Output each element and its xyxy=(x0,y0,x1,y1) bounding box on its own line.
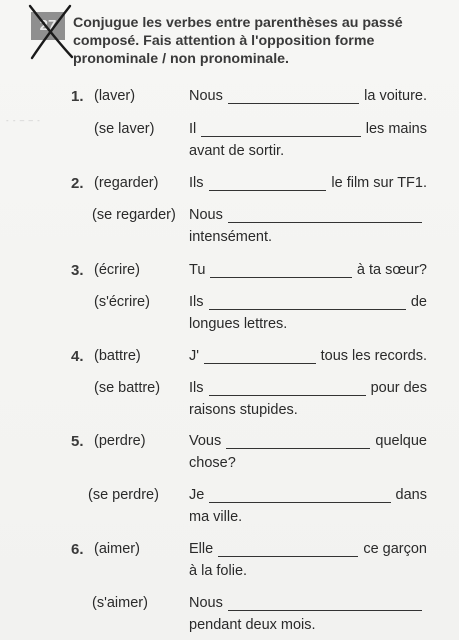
item-verb: (s'écrire) xyxy=(94,294,150,310)
sentence-start: Je xyxy=(189,487,205,503)
answer-blank[interactable] xyxy=(228,209,422,223)
sentence-end: quelque xyxy=(375,433,427,449)
item-sentence xyxy=(189,121,427,137)
sentence-start: Elle xyxy=(189,541,214,557)
sentence-continuation: avant de sortir. xyxy=(189,143,285,159)
item-number: 6. xyxy=(71,541,84,558)
margin-note: - - ‒ ‒ - xyxy=(6,116,41,125)
item-sentence xyxy=(189,262,427,278)
item-sentence xyxy=(189,88,427,104)
item-sentence xyxy=(189,433,427,449)
item-verb: (écrire) xyxy=(94,262,140,278)
answer-blank[interactable] xyxy=(201,123,361,137)
sentence-start: Ils xyxy=(189,175,204,191)
answer-blank[interactable] xyxy=(209,177,327,191)
item-verb: (perdre) xyxy=(94,433,146,449)
sentence-end: les mains xyxy=(365,121,427,137)
sentence-start: J' xyxy=(189,348,200,364)
sentence-continuation: longues lettres. xyxy=(189,316,288,332)
item-sentence xyxy=(189,541,427,557)
sentence-end: la voiture. xyxy=(364,88,427,104)
item-sentence xyxy=(189,348,427,364)
sentence-continuation: chose? xyxy=(189,455,236,471)
sentence-continuation: ma ville. xyxy=(189,509,243,525)
item-verb: (s'aimer) xyxy=(92,595,148,611)
sentence-end: le film sur TF1. xyxy=(331,175,427,191)
item-verb: (se perdre) xyxy=(88,487,159,503)
sentence-continuation: à la folie. xyxy=(189,563,248,579)
sentence-start: Ils xyxy=(189,380,204,396)
sentence-start: Vous xyxy=(189,433,222,449)
sentence-start: Nous xyxy=(189,207,223,223)
sentence-end: de xyxy=(410,294,427,310)
sentence-continuation: pendant deux mois. xyxy=(189,617,316,633)
answer-blank[interactable] xyxy=(209,489,390,503)
item-number: 2. xyxy=(71,175,84,192)
item-sentence xyxy=(189,294,427,310)
answer-blank[interactable] xyxy=(210,264,352,278)
item-verb: (se regarder) xyxy=(92,207,176,223)
sentence-start: Nous xyxy=(189,595,223,611)
exercise-number-badge: 27 xyxy=(31,12,65,40)
answer-blank[interactable] xyxy=(218,543,358,557)
item-number: 3. xyxy=(71,262,84,279)
sentence-end: à ta sœur? xyxy=(356,262,427,278)
answer-blank[interactable] xyxy=(209,382,366,396)
item-verb: (laver) xyxy=(94,88,136,104)
item-sentence xyxy=(189,595,427,611)
item-verb: (regarder) xyxy=(94,175,159,191)
answer-blank[interactable] xyxy=(228,90,359,104)
sentence-end: dans xyxy=(395,487,427,503)
sentence-continuation: intensément. xyxy=(189,229,273,245)
item-verb: (aimer) xyxy=(94,541,140,557)
sentence-continuation: raisons stupides. xyxy=(189,402,298,418)
item-number: 5. xyxy=(71,433,84,450)
sentence-start: Il xyxy=(189,121,197,137)
item-sentence xyxy=(189,207,427,223)
item-verb: (se laver) xyxy=(94,121,155,137)
sentence-end: pour des xyxy=(370,380,427,396)
answer-blank[interactable] xyxy=(226,435,370,449)
sentence-start: Ils xyxy=(189,294,204,310)
sentence-start: Nous xyxy=(189,88,223,104)
sentence-end: tous les records. xyxy=(320,348,427,364)
item-sentence xyxy=(189,175,427,191)
sentence-end: ce garçon xyxy=(363,541,427,557)
exercise-instructions: Conjugue les verbes entre parenthèses au passé composé. Fais attention à l'opposition forme pronominale / non pronominale. xyxy=(73,15,403,67)
item-verb: (se battre) xyxy=(94,380,161,396)
item-number: 1. xyxy=(71,88,84,105)
item-number: 4. xyxy=(71,348,84,365)
answer-blank[interactable] xyxy=(204,350,316,364)
item-verb: (battre) xyxy=(94,348,141,364)
answer-blank[interactable] xyxy=(228,597,422,611)
item-sentence xyxy=(189,487,427,503)
sentence-start: Tu xyxy=(189,262,206,278)
answer-blank[interactable] xyxy=(209,296,406,310)
item-sentence xyxy=(189,380,427,396)
